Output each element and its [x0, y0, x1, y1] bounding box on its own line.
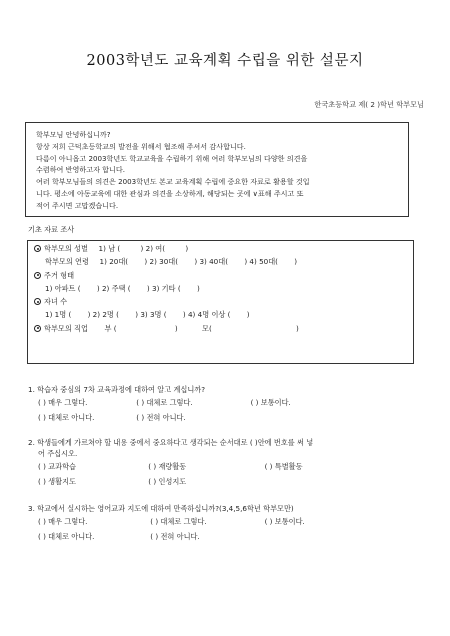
job-field-mother-close: ) — [296, 323, 299, 333]
age-label: 학부모의 연령 — [45, 257, 89, 267]
greeting-line: 학부모님 안녕하십니까? — [36, 130, 111, 139]
housing-option-other[interactable]: ) 3) 기타 ( — [146, 283, 181, 293]
option-row — [28, 530, 305, 544]
bullet-icon — [34, 245, 41, 252]
page-subtitle: 한국초등학교 제( 2 )학년 학부모님 — [314, 100, 424, 109]
age-option-40s[interactable]: ) 3) 40대( — [194, 257, 229, 267]
age-option-20s[interactable]: 1) 20대( — [99, 257, 129, 267]
gender-option-close: ) — [185, 244, 189, 253]
bullet-icon — [34, 272, 41, 279]
children-option-2[interactable]: ) 2) 2명 ( — [87, 310, 119, 320]
option-item[interactable]: ( ) 인성지도 — [148, 477, 187, 486]
age-option-close: ) — [294, 257, 298, 267]
greeting-line: 수렴하여 반영하고자 합니다. — [36, 165, 125, 175]
option-item[interactable]: ( ) 매우 그렇다. — [38, 398, 88, 407]
housing-option-apartment[interactable]: 1) 아파트 ( — [45, 283, 81, 293]
children-label: 자녀 수 — [44, 297, 68, 307]
basic-info-box — [27, 240, 414, 364]
option-item[interactable]: ( ) 생활지도 — [38, 477, 76, 486]
job-label: 학부모의 직업 — [44, 323, 88, 333]
age-option-50s[interactable]: ) 4) 50대( — [244, 257, 278, 267]
age-row — [34, 255, 407, 268]
basic-section-label: 기초 자료 조사 — [28, 225, 75, 234]
children-option-3[interactable]: ) 3) 3명 ( — [135, 310, 167, 320]
question-text: 3. 학교에서 실시하는 영어교과 지도에 대하여 만족하십니까?(3,4,5,6학년 학부모만) — [28, 504, 294, 513]
option-row — [28, 411, 291, 425]
option-row — [28, 475, 313, 489]
page-title: 2003학년도 교육계획 수립을 위한 설문지 — [86, 53, 364, 69]
children-option-1[interactable]: 1) 1명 ( — [45, 310, 72, 320]
gender-row — [34, 242, 407, 255]
option-item[interactable]: ( ) 대체로 그렇다. — [136, 398, 193, 407]
age-option-30s[interactable]: ) 2) 30대( — [144, 257, 179, 267]
question-2 — [28, 437, 313, 489]
bullet-icon — [34, 325, 41, 332]
children-option-4plus[interactable]: ) 4) 4명 이상 ( — [182, 310, 231, 320]
job-field-mother[interactable]: 모( — [202, 323, 212, 333]
housing-options-row — [34, 282, 407, 295]
housing-option-house[interactable]: ) 2) 주택 ( — [96, 283, 131, 293]
option-row — [28, 459, 313, 475]
question-text-continued: 어 주십시오. — [38, 449, 78, 458]
option-item[interactable]: ( ) 대체로 아니다. — [38, 413, 95, 422]
gender-option-female[interactable]: ) 2) 여( — [140, 244, 166, 253]
gender-label: 학부모의 성별 — [44, 244, 88, 253]
children-option-close: ) — [246, 310, 250, 320]
greeting-box — [25, 122, 409, 217]
option-item[interactable]: ( ) 보통이다. — [264, 517, 305, 526]
option-item[interactable]: ( ) 교과학습 — [38, 462, 76, 471]
gender-option-male[interactable]: 1) 남 ( — [98, 244, 121, 253]
greeting-line: 니다. 평소에 아동교육에 대한 관심과 의견을 소상하게, 해당되는 곳에 ∨표해 주시고 또 — [36, 188, 304, 198]
greeting-line: 항상 저희 근덕초등학교의 발전을 위해서 협조해 주셔서 감사합니다. — [36, 141, 246, 151]
question-1 — [28, 384, 291, 425]
greeting-line: 다름이 아니옵고 2003학년도 학교교육을 수립하기 위해 여러 학부모님의 다양한 의견을 — [36, 153, 308, 163]
job-field-father[interactable]: 부 ( — [104, 323, 117, 333]
housing-option-close: ) — [196, 283, 200, 293]
option-row — [28, 395, 291, 411]
option-item[interactable]: ( ) 매우 그렇다. — [38, 517, 88, 526]
children-row — [34, 295, 407, 308]
question-text: 2. 학생들에게 가르쳐야 할 내용 중에서 중요하다고 생각되는 순서대로 ( )안에 번호를 써 넣 — [28, 438, 314, 447]
option-item[interactable]: ( ) 특별활동 — [264, 462, 303, 471]
greeting-line: 여러 학부모님들의 의견은 2003학년도 본교 교육계획 수립에 중요한 자료로 활용할 것입 — [36, 177, 310, 187]
option-item[interactable]: ( ) 재량활동 — [148, 462, 187, 471]
question-3 — [28, 503, 305, 544]
greeting-line: 적어 주시면 고맙겠습니다. — [36, 200, 119, 210]
option-item[interactable]: ( ) 보통이다. — [250, 398, 291, 407]
option-item[interactable]: ( ) 대체로 아니다. — [38, 532, 95, 541]
option-item[interactable]: ( ) 대체로 그렇다. — [150, 517, 207, 526]
children-options-row — [34, 308, 407, 321]
job-field-father-close: ) — [174, 323, 178, 333]
bullet-icon — [34, 298, 41, 305]
housing-label: 주거 형태 — [44, 270, 75, 280]
housing-row — [34, 269, 407, 282]
question-text: 1. 학습자 중심의 7차 교육과정에 대하여 알고 계십니까? — [28, 385, 206, 394]
job-row — [34, 322, 407, 335]
option-row — [28, 514, 305, 530]
option-item[interactable]: ( ) 전혀 아니다. — [136, 413, 186, 422]
option-item[interactable]: ( ) 전혀 아니다. — [150, 532, 200, 541]
